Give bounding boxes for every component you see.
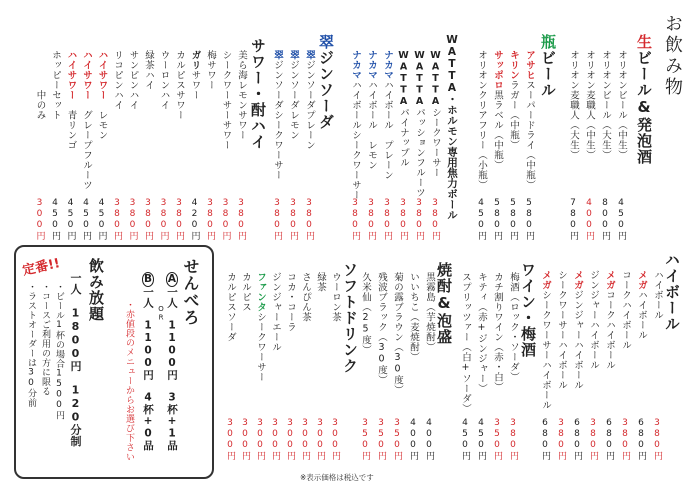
jinsour-item-price: 380円 — [288, 198, 298, 241]
sour-item-name: 緑茶ハイ — [143, 50, 154, 90]
highlight-text: ナカマ — [366, 50, 377, 80]
highlight-text: ガリ — [189, 50, 201, 70]
watta-item-name: WATTAパッションフルーツ — [414, 50, 425, 198]
beer-item-name: オリオン麦職人（中生） — [584, 50, 595, 160]
jinsour-item-name: 翠ジンソーダプレーン — [304, 50, 315, 150]
wine-item-price: 380円 — [508, 418, 518, 461]
bottle-header: 瓶ビール — [539, 34, 557, 98]
watta-item-price: 380円 — [382, 198, 392, 241]
shochu-item-price: 350円 — [392, 418, 402, 461]
sour-item-price: 380円 — [205, 198, 215, 241]
highball-item-price: 380円 — [556, 418, 566, 461]
sour-item-name: 中のみ — [34, 90, 46, 120]
sour-item-name: ハイサワー グレープフルーツ — [81, 50, 92, 190]
jinsour-item-name: 翠ジンソーダレモン — [288, 50, 299, 140]
sour-item-price: 380円 — [220, 198, 231, 241]
beer-item-name: オリオンビール（大生） — [600, 50, 611, 160]
soft-item-name: ファンタシークワーサー — [255, 272, 266, 382]
senbero-or: OR — [157, 305, 165, 322]
soft-item-price: 300円 — [330, 418, 340, 461]
b-badge: B — [142, 273, 154, 286]
beer-item-price: 400円 — [584, 198, 594, 241]
promo-note: ・コースご利用の方に限る — [40, 282, 50, 396]
sour-item-price: 380円 — [112, 198, 122, 241]
highball-item-price: 680円 — [540, 418, 550, 461]
highball-item-price: 380円 — [620, 418, 630, 461]
wine-item-name: スプリッツァー（白+ソーダ） — [460, 272, 471, 414]
sour-item-price: 300円 — [34, 198, 45, 241]
highlight-text: WATTA — [414, 50, 425, 108]
soft-item-price: 300円 — [225, 418, 235, 461]
highball-item-price: 680円 — [636, 418, 646, 461]
watta-item-price: 380円 — [366, 198, 376, 241]
highball-item-name: コークハイボール — [620, 270, 631, 350]
sour-item-price: 450円 — [50, 198, 60, 241]
soft-item-name: 緑茶 — [315, 272, 326, 292]
sour-item-name: 美ら海レモンサワー — [236, 50, 247, 140]
beer-header: 生ビール&発泡酒 — [635, 34, 653, 165]
watta-item-price: 380円 — [430, 198, 440, 241]
highlight-text: 翠 — [288, 50, 299, 60]
wine-item-name: キティ（赤+ジンジャー） — [476, 272, 487, 394]
highlight-text: ナカマ — [350, 50, 361, 80]
highlight-text: 翠 — [304, 50, 315, 60]
highball-item-price: 380円 — [588, 418, 598, 461]
promo-note: ・ラストオーダーは30分前 — [26, 282, 36, 408]
highlight-text: アサヒ — [524, 50, 535, 80]
wine-header: ワイン・梅酒 — [519, 262, 537, 358]
shochu-item-price: 350円 — [360, 418, 370, 461]
bottle-item-name: サッポロ黒ラベル（中瓶） — [492, 50, 503, 170]
highball-item-name: メガコークハイボール — [604, 270, 615, 370]
watta-item-name: WATTAシークワーサー — [430, 50, 441, 178]
soft-item-name: カルピスソーダ — [225, 272, 236, 342]
bottle-item-name: アサヒスーパードライ（中瓶） — [524, 50, 535, 190]
sour-item-name: 梅サワー — [205, 50, 216, 90]
wine-item-name: カチ割りワイン（赤・白） — [492, 272, 503, 392]
senbero-title: せんべろ — [181, 258, 200, 326]
jinsour-header: 翠ジンソーダ — [317, 34, 335, 130]
sour-item-price: 450円 — [65, 198, 76, 241]
highball-item-price: 680円 — [572, 418, 582, 461]
watta-item-price: 380円 — [350, 198, 360, 241]
teiban-label: 定番!! — [21, 256, 62, 279]
promo-note: ・ビール1杯の場合1500円 — [54, 282, 64, 420]
highlight-text: メガ — [572, 270, 583, 290]
bottle-item-price: 580円 — [508, 198, 518, 241]
bottle-item-price: 580円 — [492, 198, 502, 241]
sour-item-price: 450円 — [96, 198, 107, 241]
wine-item-name: 梅酒（ロック・ソーダ） — [508, 272, 519, 382]
shochu-item-name: 黒霧島（芋焼酎） — [424, 272, 435, 352]
senbero-a: A一人 1100円 3杯+1品 — [166, 273, 178, 451]
sour-item-name: カルピスサワー — [174, 50, 185, 120]
sour-item-price: 380円 — [236, 198, 246, 241]
shochu-item-name: 残波ブラック（30度） — [376, 272, 387, 385]
highlight-text: キリン — [508, 50, 519, 80]
highlight-text: WATTA — [430, 50, 441, 108]
beer-item-price: 450円 — [616, 198, 626, 241]
highball-item-name: ジンジャーハイボール — [588, 270, 599, 370]
soft-item-price: 300円 — [315, 418, 325, 461]
sour-item-name: ガリサワー — [189, 50, 201, 100]
sour-item-price: 380円 — [158, 198, 169, 241]
soft-item-price: 300円 — [300, 418, 310, 461]
sour-item-name: シークワーサーサワー — [220, 50, 232, 150]
wine-item-price: 350円 — [492, 418, 502, 461]
beer-item-price: 780円 — [568, 198, 578, 241]
a-badge: A — [166, 273, 178, 286]
soft-item-name: コカ・コーラ — [285, 272, 296, 332]
shochu-item-price: 350円 — [376, 418, 386, 461]
jinsour-item-price: 380円 — [272, 198, 282, 241]
footer-note: ※表示価格は税込です — [300, 473, 374, 482]
sour-item-name: ハイサワー レモン — [96, 50, 108, 140]
sour-item-name: ウーロンハイ — [158, 50, 170, 110]
senbero-note: ・赤値段のメニューからお選び下さい — [124, 300, 134, 462]
sour-item-name: ホッピーセット — [50, 50, 61, 120]
shochu-item-price: 400円 — [408, 418, 418, 461]
highlight-text: ハイサワー — [65, 50, 77, 100]
highball-item-name: メガシークワーサーハイボール — [540, 270, 551, 410]
shochu-item-name: 久米仙（25度） — [360, 272, 371, 355]
watta-header: WATTA・ホルモン専用焦力ボール — [446, 34, 458, 220]
highball-item-name: ハイボール — [652, 270, 663, 320]
shochu-item-name: いいちこ（麦焼酎） — [408, 272, 419, 362]
watta-item-price: 380円 — [398, 198, 408, 241]
sour-item-price: 380円 — [143, 198, 153, 241]
watta-item-name: WATTAパイナップル — [398, 50, 409, 168]
highlight-text: 翠 — [272, 50, 283, 60]
soft-item-price: 300円 — [285, 418, 295, 461]
watta-item-name: ナカマハイボールシークワーサー — [350, 50, 361, 200]
soft-header: ソフトドリンク — [341, 262, 359, 374]
shochu-item-name: 菊の露ブラウン（30度） — [392, 272, 403, 395]
watta-item-name: ナカマハイボール プレーン — [382, 50, 393, 180]
highlight-text: ハイサワー — [96, 50, 108, 100]
page-title: お飲み物 — [662, 14, 683, 98]
soft-item-name: ウーロン茶 — [330, 272, 341, 322]
jinsour-item-price: 380円 — [304, 198, 314, 241]
bottle-item-price: 580円 — [524, 198, 534, 241]
highball-item-name: メガジンジャーハイボール — [572, 270, 583, 390]
highball-item-name: メガハイボール — [636, 270, 647, 340]
highball-item-price: 680円 — [604, 418, 614, 461]
watta-item-price: 380円 — [414, 198, 424, 241]
highlight-text: メガ — [540, 270, 551, 290]
soft-item-name: さんぴん茶 — [300, 272, 311, 322]
highlight-text: メガ — [604, 270, 615, 290]
watta-item-name: ナカマハイボール レモン — [366, 50, 377, 170]
soft-item-name: ジンジャーエール — [270, 272, 281, 352]
soft-item-price: 300円 — [255, 418, 265, 461]
highball-item-price: 380円 — [652, 418, 662, 461]
highlight-text: ファンタ — [255, 272, 266, 312]
soft-item-price: 300円 — [270, 418, 280, 461]
bottle-item-name: オリオンクリアフリー（小瓶） — [476, 50, 487, 190]
sour-header: サワー・酎ハイ — [249, 38, 267, 150]
highlight-text: WATTA — [398, 50, 409, 108]
sour-item-price: 450円 — [81, 198, 91, 241]
soft-item-name: カルピス — [240, 272, 251, 312]
highlight-text: ハイサワー — [81, 50, 92, 100]
bottle-item-price: 450円 — [476, 198, 486, 241]
wine-item-price: 450円 — [476, 418, 486, 461]
highball-header: ハイボール — [663, 252, 681, 332]
wine-item-price: 450円 — [460, 418, 470, 461]
shochu-item-price: 400円 — [424, 418, 434, 461]
beer-item-name: オリオン麦職人（大生） — [568, 50, 579, 160]
beer-item-price: 800円 — [600, 198, 610, 241]
sour-item-name: サンピンハイ — [127, 50, 139, 110]
beer-item-name: オリオンビール（中生） — [616, 50, 627, 160]
soft-item-price: 300円 — [240, 418, 250, 461]
shochu-header: 焼酎&泡盛 — [435, 262, 453, 345]
highlight-text: サッポロ — [492, 50, 503, 90]
highball-item-name: シークワーサーハイボール — [556, 270, 567, 390]
nomihodai-title: 飲み放題 — [87, 258, 105, 322]
nomihodai-price: 一人 1800円 120分制 — [69, 272, 82, 447]
highlight-text: ナカマ — [382, 50, 393, 80]
sour-item-name: リコピンハイ — [112, 50, 123, 110]
bottle-item-name: キリンラガー（中瓶） — [508, 50, 519, 150]
sour-item-price: 380円 — [174, 198, 184, 241]
senbero-b: B一人 1100円 4杯+0品 — [142, 273, 154, 451]
sour-item-price: 380円 — [127, 198, 138, 241]
sour-item-name: ハイサワー 青リンゴ — [65, 50, 77, 150]
highlight-text: メガ — [636, 270, 647, 290]
jinsour-item-name: 翠ジンソーダシークワーサー — [272, 50, 283, 180]
sour-item-price: 420円 — [189, 198, 200, 241]
